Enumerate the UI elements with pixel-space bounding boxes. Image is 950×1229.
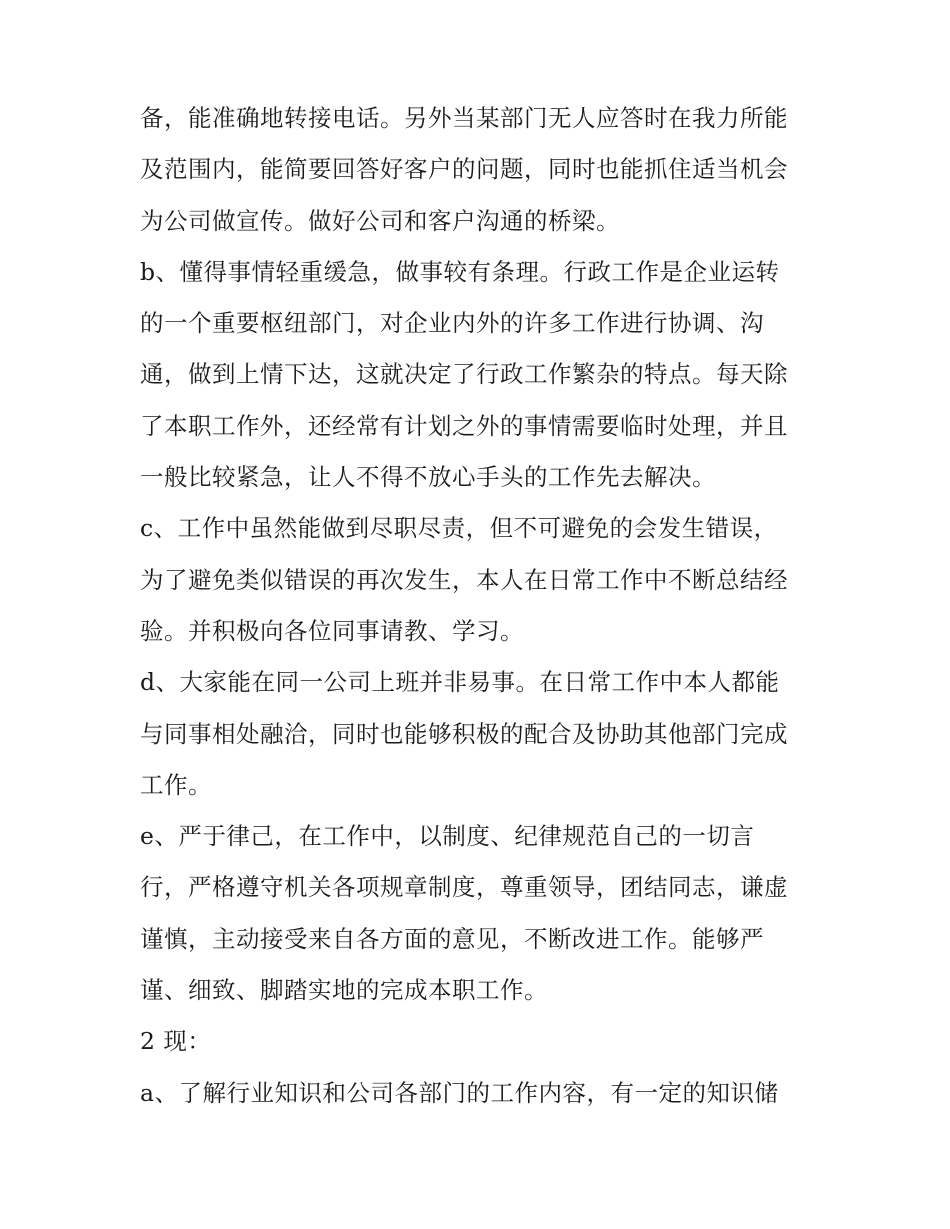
- text-line: b、懂得事情轻重缓急，做事较有条理。行政工作是企业运转: [140, 257, 780, 286]
- text-line: d、大家能在同一公司上班并非易事。在日常工作中本人都能: [140, 668, 780, 697]
- text-line: 一般比较紧急，让人不得不放心手头的工作先去解决。: [140, 463, 716, 492]
- body-text: [140, 103, 820, 1129]
- text-line: 工作。: [140, 770, 212, 799]
- text-line: 谨慎，主动接受来自各方面的意见，不断改进工作。能够严: [140, 924, 764, 953]
- text-line: e、严于律己，在工作中，以制度、纪律规范自己的一切言: [140, 822, 755, 851]
- text-line: 备，能准确地转接电话。另外当某部门无人应答时在我力所能: [140, 104, 788, 132]
- text-line: c、工作中虽然能做到尽职尽责，但不可避免的会发生错误，: [140, 514, 778, 543]
- text-line: 为公司做宣传。做好公司和客户沟通的桥梁。: [140, 206, 620, 235]
- text-line: 谨、细致、脚踏实地的完成本职工作。: [140, 976, 548, 1005]
- text-line: 通，做到上情下达，这就决定了行政工作繁杂的特点。每天除: [140, 360, 788, 389]
- section-heading: 2 现：: [140, 1027, 212, 1056]
- text-line: a、了解行业知识和公司各部门的工作内容，有一定的知识储: [140, 1078, 779, 1107]
- text-line: 及范围内，能简要回答好客户的问题，同时也能抓住适当机会: [140, 155, 788, 184]
- text-line: 验。并积极向各位同事请教、学习。: [140, 616, 524, 645]
- text-line: 的一个重要枢纽部门，对企业内外的许多工作进行协调、沟: [140, 309, 764, 338]
- text-line: 为了避免类似错误的再次发生，本人在日常工作中不断总结经: [140, 565, 788, 594]
- text-line: 了本职工作外，还经常有计划之外的事情需要临时处理，并且: [140, 411, 788, 440]
- text-line: 与同事相处融洽，同时也能够积极的配合及协助其他部门完成: [140, 719, 788, 748]
- text-line: 行，严格遵守机关各项规章制度，尊重领导，团结同志，谦虚: [140, 873, 788, 902]
